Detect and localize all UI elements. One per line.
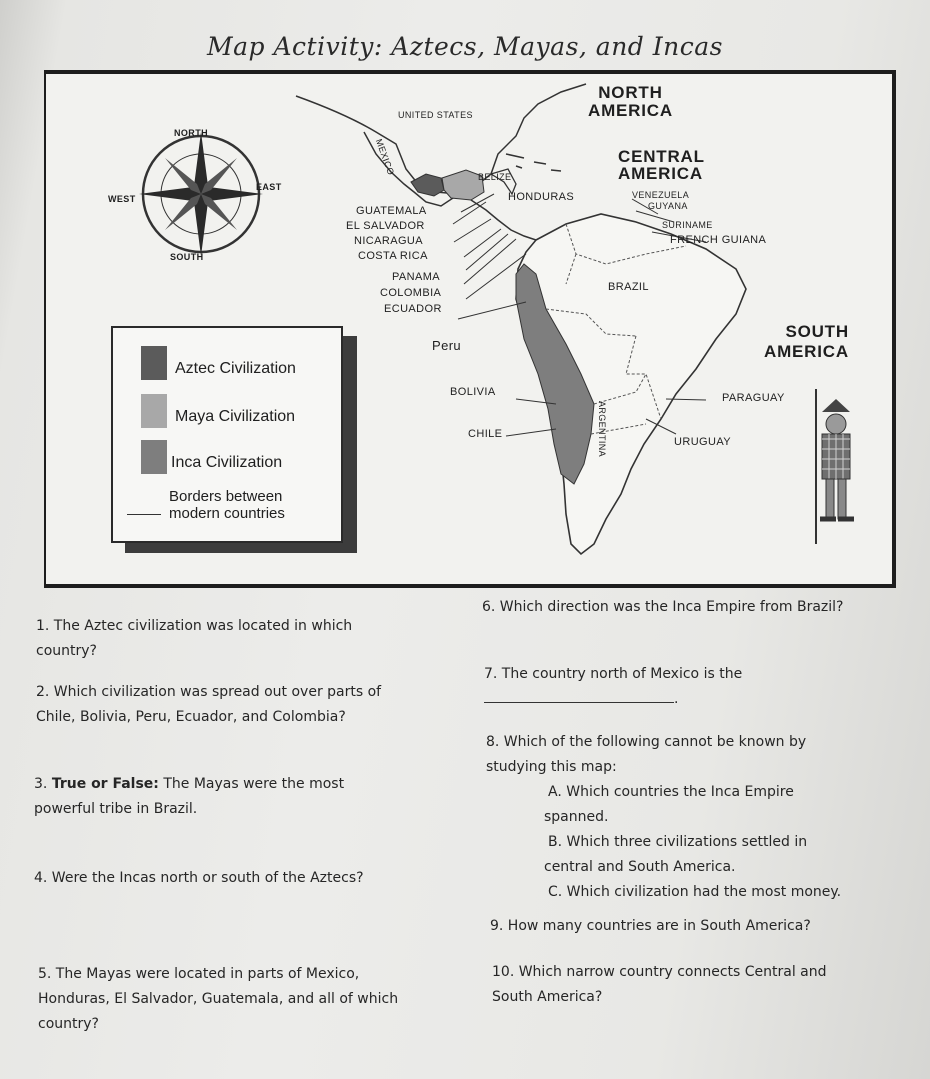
south-america-label: [764, 322, 849, 362]
compass-rose: [139, 132, 263, 256]
question-2-line2: Chile, Bolivia, Peru, Ecuador, and Colombia?: [36, 709, 346, 725]
colombia-label: COLOMBIA: [380, 287, 442, 299]
question-3-text: The Mayas were the most: [158, 776, 345, 792]
option-b-line2: central and South America.: [544, 859, 736, 875]
question-3-number: 3.: [34, 776, 52, 792]
question-7-answer-line[interactable]: [484, 687, 742, 712]
caribbean-islands: [506, 154, 561, 171]
question-3-line2: powerful tribe in Brazil.: [34, 801, 198, 817]
question-1-line2: country?: [36, 643, 97, 659]
border-legend-line1: Borders between: [169, 488, 283, 505]
peru-label: Peru: [432, 338, 462, 353]
chile-label: CHILE: [468, 428, 503, 440]
aztec-legend-label: Aztec Civilization: [175, 360, 296, 377]
central-america-label-line1: CENTRAL: [618, 147, 705, 166]
panama-label: PANAMA: [392, 271, 441, 283]
question-8-option-a: [486, 780, 841, 830]
french-guiana-label: FRENCH GUIANA: [670, 234, 767, 246]
question-2-line1: 2. Which civilization was spread out over parts of: [36, 684, 382, 700]
south-america-label-line1: SOUTH: [785, 322, 849, 341]
central-america-label: [618, 148, 705, 182]
paraguay-label: PARAGUAY: [722, 392, 785, 404]
el-salvador-label: EL SALVADOR: [346, 220, 425, 232]
question-4: 4. Were the Incas north or south of the Aztecs?: [34, 870, 364, 886]
question-7: [484, 662, 742, 712]
question-9: 9. How many countries are in South America?: [490, 918, 811, 934]
compass-west-label: WEST: [108, 194, 136, 204]
question-5-line3: country?: [38, 1016, 99, 1032]
central-america-label-line2: AMERICA: [618, 164, 703, 183]
question-3: [34, 772, 344, 822]
option-a-line1: A. Which countries the Inca Empire: [548, 784, 794, 800]
option-a-line2: spanned.: [544, 809, 609, 825]
nicaragua-label: NICARAGUA: [354, 235, 423, 247]
guyana-label: GUYANA: [648, 201, 688, 211]
venezuela-label: VENEZUELA: [632, 190, 690, 200]
suriname-label: SURINAME: [662, 220, 713, 230]
worksheet-title: Map Activity: Aztecs, Mayas, and Incas: [207, 32, 723, 61]
question-8: [486, 730, 841, 905]
answer-blank[interactable]: [484, 688, 674, 703]
question-10-line2: South America?: [492, 989, 603, 1005]
inca-warrior-figure: [816, 389, 854, 544]
uruguay-label: URUGUAY: [674, 436, 731, 448]
costa-rica-label: COSTA RICA: [358, 250, 428, 262]
map-figure: [44, 70, 896, 588]
question-5-line1: 5. The Mayas were located in parts of Mexico,: [38, 966, 360, 982]
question-10-line1: 10. Which narrow country connects Central and: [492, 964, 827, 980]
option-b-line1: B. Which three civilizations settled in: [548, 834, 808, 850]
inca-legend-label: Inca Civilization: [171, 454, 283, 471]
guatemala-label: GUATEMALA: [356, 205, 427, 217]
compass-south-label: SOUTH: [170, 252, 204, 262]
question-3-line1: [34, 772, 344, 797]
ecuador-label: ECUADOR: [384, 303, 442, 315]
south-america-label-line2: AMERICA: [764, 342, 849, 361]
question-7-text: 7. The country north of Mexico is the: [484, 666, 743, 682]
question-1: [36, 614, 352, 664]
question-8-option-c: C. Which civilization had the most money.: [548, 884, 842, 900]
question-8-line1: 8. Which of the following cannot be known by: [486, 734, 807, 750]
bolivia-label: BOLIVIA: [450, 386, 496, 398]
border-legend-line: [127, 514, 161, 515]
question-6: 6. Which direction was the Inca Empire from Brazil?: [482, 599, 844, 615]
maya-legend-swatch: [141, 394, 167, 428]
inca-legend-swatch: [141, 440, 167, 474]
question-2: [36, 680, 381, 730]
compass-east-label: EAST: [256, 182, 282, 192]
united-states-label: UNITED STATES: [398, 110, 473, 120]
question-8-line2: studying this map:: [486, 759, 617, 775]
map-legend: [111, 326, 343, 543]
question-5: [38, 962, 398, 1037]
north-america-label-line2: AMERICA: [588, 101, 673, 120]
question-8-option-b: [486, 830, 841, 880]
honduras-label: HONDURAS: [508, 191, 575, 203]
question-10: [492, 960, 827, 1010]
compass-north-label: NORTH: [174, 128, 208, 138]
border-legend-label: [169, 488, 285, 522]
question-1-line1: 1. The Aztec civilization was located in which: [36, 618, 353, 634]
north-america-label-line1: NORTH: [598, 83, 663, 102]
argentina-label: ARGENTINA: [597, 400, 608, 458]
question-7-period: .: [674, 691, 679, 707]
belize-label: BELIZE: [478, 172, 512, 182]
brazil-label: BRAZIL: [608, 281, 649, 293]
border-legend-line2: modern countries: [169, 505, 285, 522]
north-america-label: [588, 84, 673, 120]
maya-legend-label: Maya Civilization: [175, 408, 296, 425]
aztec-legend-swatch: [141, 346, 167, 380]
mexico-label: MEXICO: [373, 137, 397, 177]
question-5-line2: Honduras, El Salvador, Guatemala, and all of which: [38, 991, 399, 1007]
question-3-true-false: True or False:: [51, 776, 159, 792]
